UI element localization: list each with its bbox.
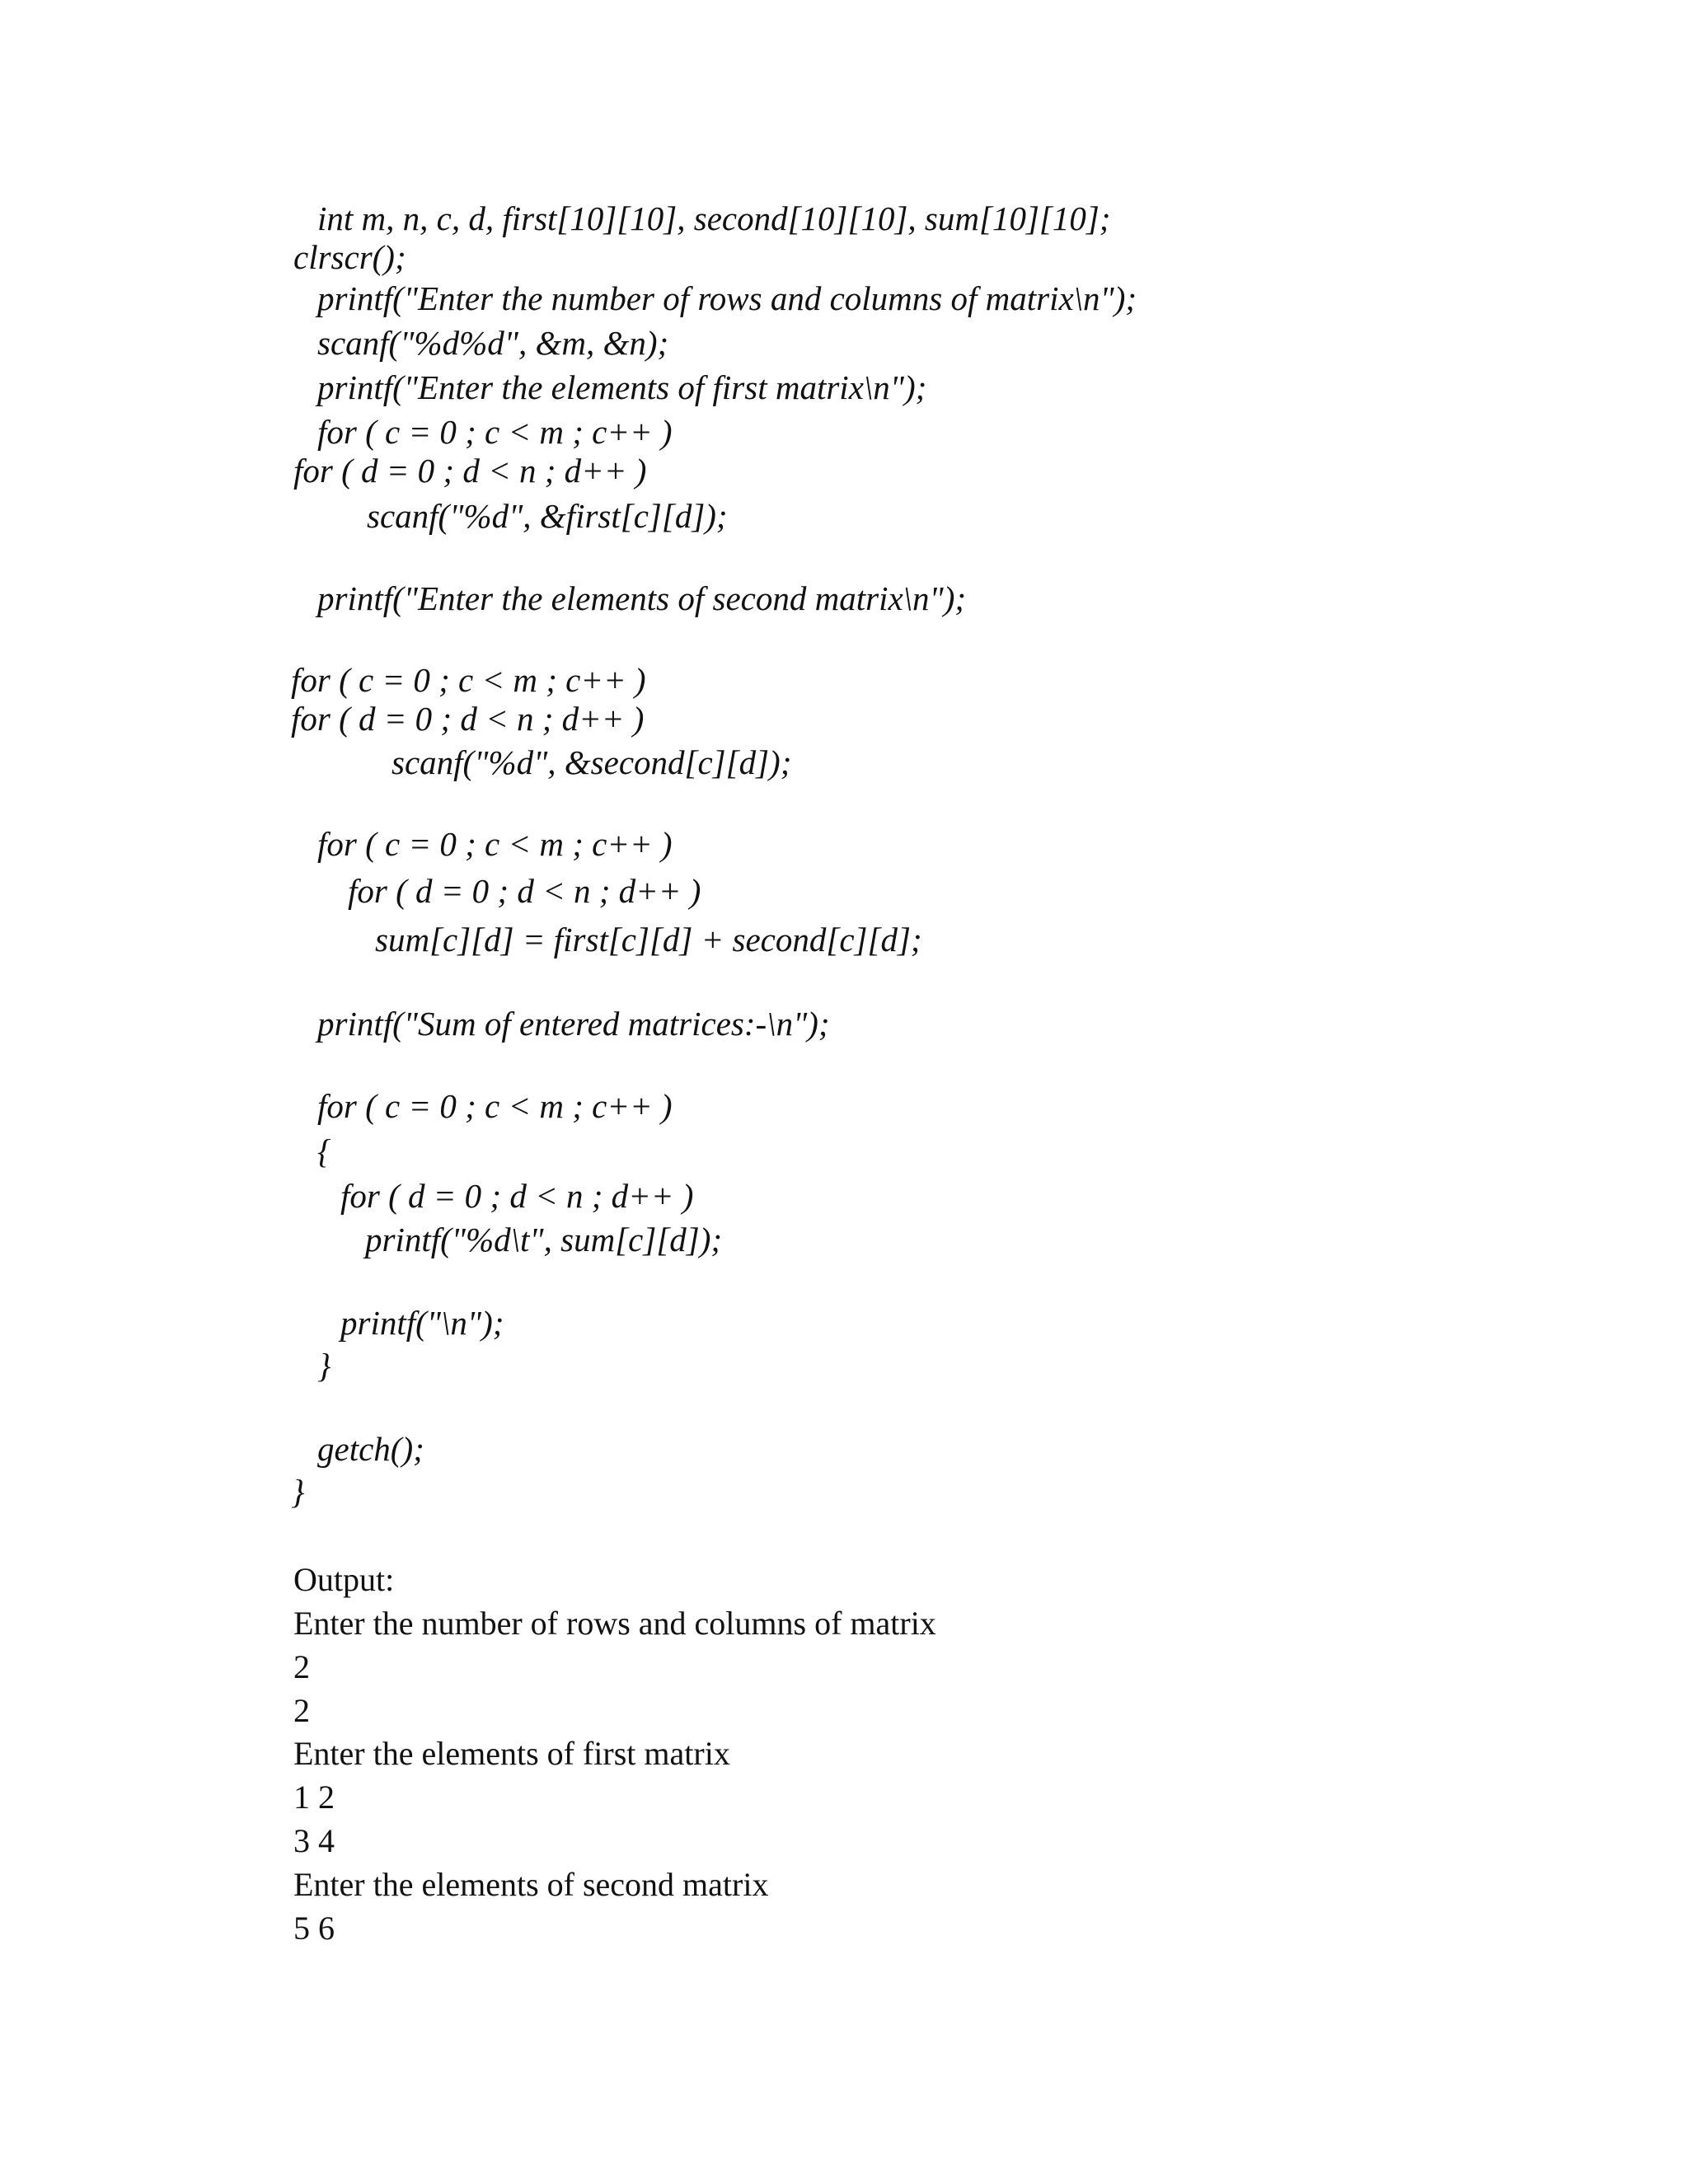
output-line: 3 4: [293, 1822, 335, 1859]
output-line: 1 2: [293, 1779, 335, 1816]
output-heading: Output:: [293, 1561, 395, 1598]
code-line: for ( c = 0 ; c < m ; c++ ): [317, 825, 673, 863]
code-line: printf("Enter the elements of first matrix\n");: [317, 368, 927, 406]
output-line: 2: [293, 1692, 310, 1729]
code-line: for ( d = 0 ; d < n ; d++ ): [340, 1177, 694, 1215]
code-line: for ( c = 0 ; c < m ; c++ ): [291, 661, 646, 699]
code-line: printf("Enter the number of rows and columns of matrix\n");: [317, 279, 1137, 317]
output-line: Enter the elements of first matrix: [293, 1735, 730, 1772]
code-line: for ( d = 0 ; d < n ; d++ ): [293, 452, 647, 490]
code-line: getch();: [317, 1430, 424, 1468]
code-line: for ( c = 0 ; c < m ; c++ ): [317, 1087, 673, 1125]
code-line: scanf("%d", &second[c][d]);: [392, 743, 792, 781]
code-line: printf("Enter the elements of second matrix\n");: [317, 579, 967, 617]
code-line: {: [317, 1132, 331, 1170]
output-line: Enter the elements of second matrix: [293, 1866, 769, 1903]
code-line: }: [291, 1473, 305, 1511]
code-line: printf("\n");: [340, 1304, 504, 1342]
code-line: for ( d = 0 ; d < n ; d++ ): [348, 872, 701, 910]
output-line: 5 6: [293, 1910, 335, 1947]
output-line: Enter the number of rows and columns of matrix: [293, 1605, 936, 1642]
code-line: for ( c = 0 ; c < m ; c++ ): [317, 413, 673, 451]
code-line: for ( d = 0 ; d < n ; d++ ): [291, 700, 645, 738]
code-line: printf("%d\t", sum[c][d]);: [365, 1221, 723, 1258]
code-line: printf("Sum of entered matrices:-\n");: [317, 1005, 830, 1043]
code-line: int m, n, c, d, first[10][10], second[10][10], sum[10][10];: [317, 199, 1111, 237]
code-line: scanf("%d", &first[c][d]);: [367, 497, 728, 535]
code-line: clrscr();: [293, 238, 406, 276]
code-line: }: [317, 1347, 331, 1385]
output-line: 2: [293, 1648, 310, 1685]
code-line: scanf("%d%d", &m, &n);: [317, 324, 669, 362]
code-line: sum[c][d] = first[c][d] + second[c][d];: [375, 921, 922, 958]
